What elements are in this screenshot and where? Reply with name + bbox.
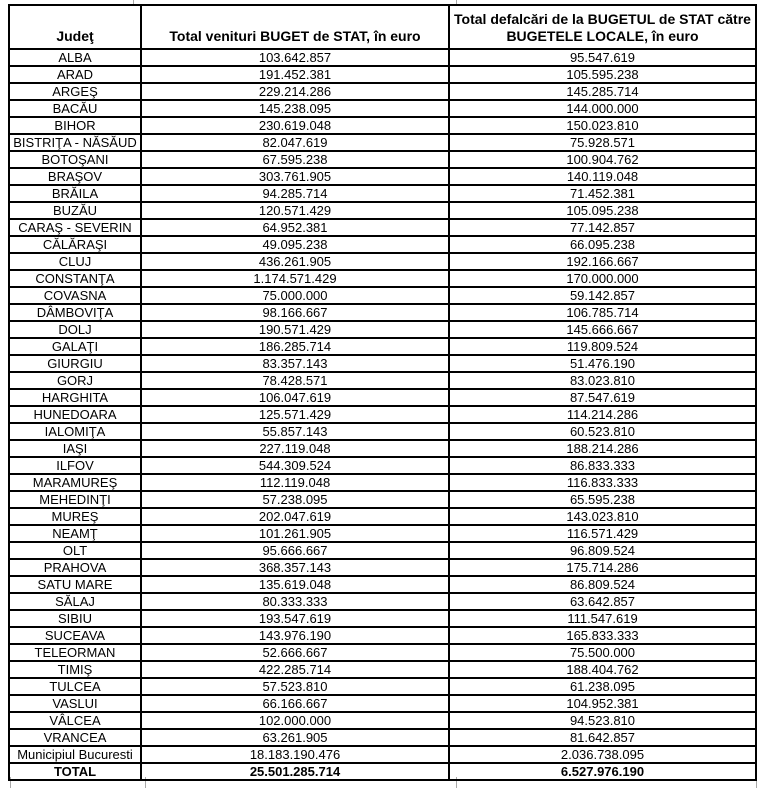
cell-venituri: 75.000.000 (141, 287, 449, 304)
county-row (9, 270, 756, 287)
cell-judet: NEAMŢ (9, 525, 141, 542)
cell-defalcari: 63.642.857 (449, 593, 756, 610)
cell-judet: BIHOR (9, 117, 141, 134)
total-defalcari-cell: 6.527.976.190 (449, 763, 756, 780)
cell-defalcari: 165.833.333 (449, 627, 756, 644)
county-row (9, 729, 756, 746)
cell-judet: OLT (9, 542, 141, 559)
cell-venituri: 67.595.238 (141, 151, 449, 168)
cell-defalcari: 65.595.238 (449, 491, 756, 508)
cell-venituri: 544.309.524 (141, 457, 449, 474)
county-row (9, 151, 756, 168)
cell-judet: IALOMIŢA (9, 423, 141, 440)
cell-venituri: 186.285.714 (141, 338, 449, 355)
cell-judet: MEHEDINŢI (9, 491, 141, 508)
cell-venituri: 80.333.333 (141, 593, 449, 610)
cell-venituri: 82.047.619 (141, 134, 449, 151)
cell-defalcari: 144.000.000 (449, 100, 756, 117)
cell-judet: ILFOV (9, 457, 141, 474)
cell-judet: BRĂILA (9, 185, 141, 202)
header-row (9, 5, 756, 49)
cell-defalcari: 119.809.524 (449, 338, 756, 355)
cell-venituri: 66.166.667 (141, 695, 449, 712)
cell-judet: BISTRIŢA - NĂSĂUD (9, 134, 141, 151)
cell-venituri: 143.976.190 (141, 627, 449, 644)
cell-defalcari: 60.523.810 (449, 423, 756, 440)
county-row (9, 644, 756, 661)
cell-defalcari: 170.000.000 (449, 270, 756, 287)
cell-judet: BUZĂU (9, 202, 141, 219)
column-header-venituri-buget-stat: Total venituri BUGET de STAT, în euro (141, 5, 449, 49)
cell-judet: TIMIŞ (9, 661, 141, 678)
cell-defalcari: 75.500.000 (449, 644, 756, 661)
total-row (9, 763, 756, 780)
county-row (9, 695, 756, 712)
county-row (9, 559, 756, 576)
cell-judet: BRAŞOV (9, 168, 141, 185)
table-body (9, 49, 756, 763)
county-row (9, 287, 756, 304)
cell-judet: BACĂU (9, 100, 141, 117)
county-row (9, 168, 756, 185)
cell-defalcari: 77.142.857 (449, 219, 756, 236)
county-row (9, 542, 756, 559)
county-row (9, 202, 756, 219)
cell-defalcari: 86.833.333 (449, 457, 756, 474)
cell-defalcari: 96.809.524 (449, 542, 756, 559)
county-row (9, 389, 756, 406)
cell-defalcari: 145.666.667 (449, 321, 756, 338)
cell-venituri: 368.357.143 (141, 559, 449, 576)
cell-judet: ARAD (9, 66, 141, 83)
table-header (9, 5, 756, 49)
cell-venituri: 78.428.571 (141, 372, 449, 389)
county-row (9, 610, 756, 627)
county-row (9, 593, 756, 610)
cell-judet: DÂMBOVIŢA (9, 304, 141, 321)
county-row (9, 355, 756, 372)
cell-judet: HUNEDOARA (9, 406, 141, 423)
cell-judet: CĂLĂRAŞI (9, 236, 141, 253)
cell-judet: TELEORMAN (9, 644, 141, 661)
cell-venituri: 125.571.429 (141, 406, 449, 423)
cell-venituri: 98.166.667 (141, 304, 449, 321)
county-row (9, 678, 756, 695)
cell-judet: PRAHOVA (9, 559, 141, 576)
cell-venituri: 229.214.286 (141, 83, 449, 100)
county-row (9, 525, 756, 542)
county-row (9, 66, 756, 83)
cell-venituri: 55.857.143 (141, 423, 449, 440)
cell-defalcari: 188.404.762 (449, 661, 756, 678)
cell-judet: IAŞI (9, 440, 141, 457)
county-row (9, 474, 756, 491)
cell-venituri: 95.666.667 (141, 542, 449, 559)
cell-judet: ALBA (9, 49, 141, 66)
cell-defalcari: 100.904.762 (449, 151, 756, 168)
cell-judet: SĂLAJ (9, 593, 141, 610)
county-row (9, 661, 756, 678)
county-row (9, 338, 756, 355)
county-row (9, 185, 756, 202)
cell-defalcari: 61.238.095 (449, 678, 756, 695)
county-row (9, 457, 756, 474)
county-row (9, 406, 756, 423)
cell-defalcari: 143.023.810 (449, 508, 756, 525)
cell-judet: CLUJ (9, 253, 141, 270)
cell-judet: VRANCEA (9, 729, 141, 746)
cell-defalcari: 83.023.810 (449, 372, 756, 389)
county-row (9, 83, 756, 100)
cell-judet: GALAŢI (9, 338, 141, 355)
cell-defalcari: 116.833.333 (449, 474, 756, 491)
cell-venituri: 120.571.429 (141, 202, 449, 219)
county-row (9, 236, 756, 253)
county-row (9, 372, 756, 389)
cell-defalcari: 145.285.714 (449, 83, 756, 100)
county-row (9, 49, 756, 66)
county-row (9, 491, 756, 508)
cell-defalcari: 116.571.429 (449, 525, 756, 542)
county-row (9, 117, 756, 134)
cell-defalcari: 66.095.238 (449, 236, 756, 253)
cell-judet: HARGHITA (9, 389, 141, 406)
cell-defalcari: 114.214.286 (449, 406, 756, 423)
cell-judet: VÂLCEA (9, 712, 141, 729)
cell-judet: GORJ (9, 372, 141, 389)
cell-venituri: 83.357.143 (141, 355, 449, 372)
cell-venituri: 52.666.667 (141, 644, 449, 661)
cell-defalcari: 106.785.714 (449, 304, 756, 321)
cell-venituri: 106.047.619 (141, 389, 449, 406)
cell-judet: SIBIU (9, 610, 141, 627)
cell-venituri: 227.119.048 (141, 440, 449, 457)
cell-judet: CONSTANŢA (9, 270, 141, 287)
cell-venituri: 202.047.619 (141, 508, 449, 525)
county-row (9, 304, 756, 321)
county-row (9, 746, 756, 763)
cell-judet: MARAMUREŞ (9, 474, 141, 491)
cell-defalcari: 81.642.857 (449, 729, 756, 746)
cell-defalcari: 2.036.738.095 (449, 746, 756, 763)
county-row (9, 134, 756, 151)
total-venituri-cell: 25.501.285.714 (141, 763, 449, 780)
cell-venituri: 230.619.048 (141, 117, 449, 134)
cell-venituri: 49.095.238 (141, 236, 449, 253)
table-footer (9, 763, 756, 780)
cell-venituri: 94.285.714 (141, 185, 449, 202)
cell-venituri: 63.261.905 (141, 729, 449, 746)
cell-venituri: 193.547.619 (141, 610, 449, 627)
cell-defalcari: 95.547.619 (449, 49, 756, 66)
cell-defalcari: 111.547.619 (449, 610, 756, 627)
cell-defalcari: 86.809.524 (449, 576, 756, 593)
cell-venituri: 436.261.905 (141, 253, 449, 270)
total-label-cell: TOTAL (9, 763, 141, 780)
cell-venituri: 190.571.429 (141, 321, 449, 338)
cell-venituri: 103.642.857 (141, 49, 449, 66)
cell-venituri: 57.238.095 (141, 491, 449, 508)
cell-venituri: 135.619.048 (141, 576, 449, 593)
cell-venituri: 64.952.381 (141, 219, 449, 236)
county-row (9, 100, 756, 117)
county-row (9, 321, 756, 338)
cell-venituri: 145.238.095 (141, 100, 449, 117)
county-row (9, 440, 756, 457)
cell-venituri: 18.183.190.476 (141, 746, 449, 763)
county-row (9, 627, 756, 644)
cell-judet: BOTOŞANI (9, 151, 141, 168)
cell-judet: DOLJ (9, 321, 141, 338)
county-row (9, 508, 756, 525)
county-row (9, 219, 756, 236)
cell-judet: SUCEAVA (9, 627, 141, 644)
cell-judet: Municipiul Bucuresti (9, 746, 141, 763)
cell-venituri: 102.000.000 (141, 712, 449, 729)
cell-defalcari: 140.119.048 (449, 168, 756, 185)
cell-defalcari: 175.714.286 (449, 559, 756, 576)
cell-defalcari: 105.095.238 (449, 202, 756, 219)
cell-venituri: 422.285.714 (141, 661, 449, 678)
cell-defalcari: 192.166.667 (449, 253, 756, 270)
cell-defalcari: 87.547.619 (449, 389, 756, 406)
cell-defalcari: 75.928.571 (449, 134, 756, 151)
cell-venituri: 303.761.905 (141, 168, 449, 185)
cell-defalcari: 104.952.381 (449, 695, 756, 712)
cell-judet: VASLUI (9, 695, 141, 712)
cell-judet: COVASNA (9, 287, 141, 304)
cell-venituri: 101.261.905 (141, 525, 449, 542)
cell-defalcari: 59.142.857 (449, 287, 756, 304)
cell-judet: GIURGIU (9, 355, 141, 372)
cell-defalcari: 94.523.810 (449, 712, 756, 729)
cell-judet: CARAŞ - SEVERIN (9, 219, 141, 236)
cell-venituri: 1.174.571.429 (141, 270, 449, 287)
cell-defalcari: 71.452.381 (449, 185, 756, 202)
column-header-defalcari-bugete-locale: Total defalcări de la BUGETUL de STAT către BUGETELE LOCALE, în euro (449, 5, 756, 49)
cell-defalcari: 51.476.190 (449, 355, 756, 372)
cell-judet: MUREŞ (9, 508, 141, 525)
cell-judet: SATU MARE (9, 576, 141, 593)
county-row (9, 712, 756, 729)
county-row (9, 253, 756, 270)
cell-venituri: 57.523.810 (141, 678, 449, 695)
county-budget-table (8, 4, 757, 781)
county-row (9, 423, 756, 440)
column-header-judet: Judeţ (9, 5, 141, 49)
cell-defalcari: 188.214.286 (449, 440, 756, 457)
cell-defalcari: 150.023.810 (449, 117, 756, 134)
cell-venituri: 191.452.381 (141, 66, 449, 83)
cell-judet: TULCEA (9, 678, 141, 695)
county-row (9, 576, 756, 593)
cell-venituri: 112.119.048 (141, 474, 449, 491)
cell-judet: ARGEŞ (9, 83, 141, 100)
cell-defalcari: 105.595.238 (449, 66, 756, 83)
